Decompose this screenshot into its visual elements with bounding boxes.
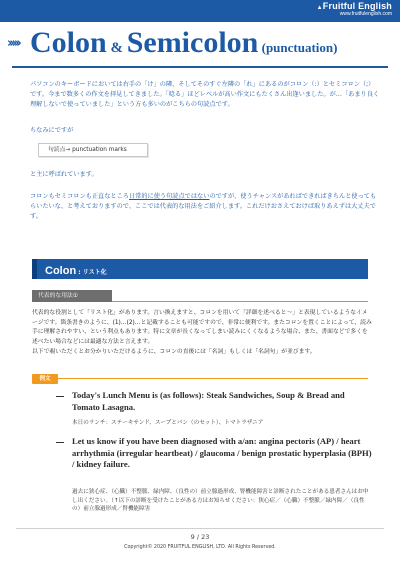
intro-p4-text-a: コロンもセミコロンも正直なところ: [30, 193, 129, 200]
title-ampersand: &: [106, 40, 127, 56]
section-header-colon: [32, 259, 368, 279]
page-title: [30, 26, 337, 60]
brand-logo[interactable]: [317, 2, 392, 17]
page-number: 9 / 23: [190, 533, 210, 541]
term-definition-box: 句読点→ punctuation marks: [38, 143, 148, 157]
title-word-colon: Colon: [30, 26, 107, 59]
intro-paragraph-1: パソコンのキーボードにおいては右手の「け」の隣、そしてそのすぐ左隣の「れ」にあるのがコロン（:）とセミコロン（;）です。今まで数多くの作文を拝見してきました。「唸る」ほどレベルが高い作文にもたくさん出逢いました。が…「あまり良く理解しないで使っていました」という方も多いのがこちらの句読点です。: [30, 81, 380, 108]
title-word-semicolon: Semicolon: [126, 26, 259, 59]
examples-badge: 例文: [32, 374, 58, 384]
copyright-notice: Copyright© 2020 FRUITFUL ENGLISH, LTD. All Rights Reserved.: [124, 545, 276, 550]
intro-p4-text-b: のですが、使うチャンスがあればできればきちんと使ってもらいたいな、と考えておりますので、ここでは代表的な用法をご紹介します。これだけおさえておけば取りあえずは大丈夫です。: [30, 193, 377, 220]
title-divider: [12, 66, 388, 68]
example-1-japanese: 本日のランチ：ステーキサンド、スープとパン（のセット）、トマトラザニア: [72, 420, 264, 426]
intro-p4-underlined: 日常的に使う句読点ではない: [129, 193, 210, 200]
example-1-english: Today's Lunch Menu is (as follows): Steak Sandwiches, Soup & Bread and Tomato Lasagna.: [72, 390, 345, 412]
bullet-dash-icon: [56, 442, 64, 443]
intro-paragraph-4: [30, 192, 380, 222]
section-separator: :: [76, 269, 83, 276]
example-2-japanese: 過去に狭心症、（心臓）不整脈、緑内障、（良性の）前立腺過形成、腎機能障害と診断されたことがある患者さんはお申し出ください。（↑以下の診断を受けたことがある方はお知らせください：狭心症／（心臓）不整脈／緑内障／（良性の）前立腺過形成／腎機能障害: [72, 489, 369, 513]
subsection-label: 代表的な用法①: [32, 290, 112, 302]
title-subtitle: (punctuation): [258, 40, 338, 55]
top-header-bar: [0, 0, 400, 22]
section-subtitle: リスト化: [82, 269, 107, 276]
bullet-dash-icon: [56, 396, 64, 397]
intro-paragraph-3: と主に呼ばれています。: [30, 171, 98, 178]
subsection-header: [32, 290, 368, 302]
body-paragraph-2: 以下で覗いただくとお分かりいただけるように、コロンの直後には「名詞」もしくは「名詞句」が並びます。: [32, 349, 316, 355]
intro-paragraph-2: ちなみにですが: [30, 127, 74, 134]
footer-divider: [16, 528, 384, 529]
brand-name: ▲ Fruitful English: [317, 2, 392, 11]
brand-url: www.fruitfulenglish.com: [339, 11, 392, 17]
subsection-underline: [112, 301, 368, 302]
section-title: Colon: [45, 265, 77, 277]
examples-divider: [32, 378, 368, 379]
body-paragraph-1: 代表的な役割として「リスト化」があります。言い換えますと、コロンを用いて「詳細を述べると～」と表現しているようなイメージです。箇条書きのように、(1)…(2)…と記載することも可能ですので、非常に便利です。またコロンを置くことによって、読み手に理解されやすい、という利点もあります。特に文章が長くなってしまい読みにくくなるような場合、また、書面などで多くを述べたい場合などには最適な方法と言えます。: [32, 310, 372, 345]
example-2-english: Let us know if you have been diagnosed with a/an: angina pectoris (AP) / heart arrhythmia (irregular heartbeat) / glaucoma / benign prostatic hyperplasia (BPH) / kidney failure.: [72, 436, 372, 470]
chevron-decoration-icon: ›››››: [7, 36, 19, 51]
